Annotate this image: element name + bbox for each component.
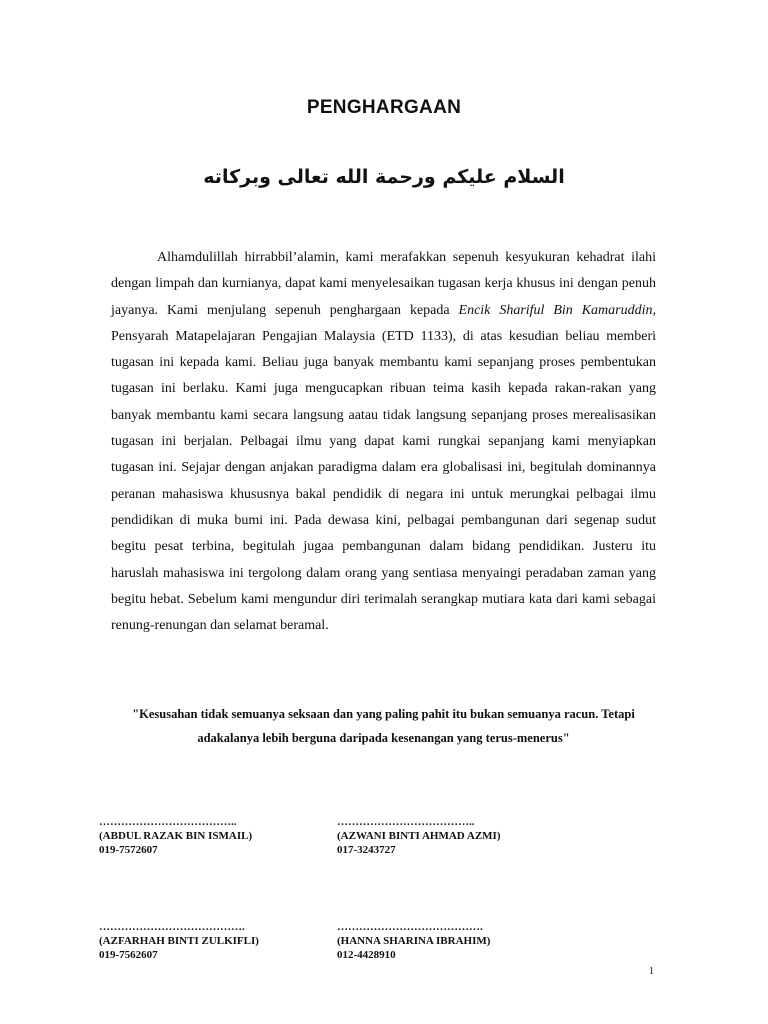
quote: "Kesusahan tidak semuanya seksaan dan yang paling pahit itu bukan semuanya racun. Tetapi adakalanya lebih berguna daripada kesenangan yang terus-menerus"	[132, 707, 635, 745]
arabic-greeting: السلام عليكم ورحمة الله تعالى وبركاته	[203, 166, 565, 188]
signature-line: ………………………………….	[99, 921, 245, 933]
signature-block	[99, 920, 259, 962]
signature-block	[337, 920, 490, 962]
signature-line: ………………………………….	[337, 921, 483, 933]
signatory-name: (ABDUL RAZAK BIN ISMAIL)	[99, 830, 253, 842]
page-title: PENGHARGAAN	[306, 97, 462, 118]
signature-line: ………………………………..	[337, 816, 475, 828]
signatory-name: (AZWANI BINTI AHMAD AZMI)	[337, 830, 501, 842]
signatory-phone: 019-7572607	[99, 844, 158, 856]
signatory-name: (AZFARHAH BINTI ZULKIFLI)	[99, 935, 259, 947]
paragraph-part1: Alhamdulillah hirrabbil’alamin, kami merafakkan sepenuh kesyukuran kehadrat ilahi dengan limpah dan kurnianya, dapat kami menyelesaikan tugasan kerja khusus ini dengan penuh jayanya. Kami menjulang sepenuh penghargaan kepada	[111, 250, 656, 318]
acknowledgement-paragraph	[111, 245, 656, 639]
signatory-name: (HANNA SHARINA IBRAHIM)	[337, 935, 491, 947]
paragraph-text	[111, 245, 656, 639]
lecturer-name: Encik Shariful Bin Kamaruddin,	[458, 302, 657, 318]
signatory-phone: 017-3243727	[337, 844, 396, 856]
signatory-phone: 012-4428910	[337, 949, 396, 961]
signature-block	[337, 815, 501, 857]
paragraph-part2: Pensyarah Matapelajaran Pengajian Malaysia (ETD 1133), di atas kesudian beliau memberi tugasan ini kepada kami. Beliau juga banyak membantu kami sepanjang proses pembentukan tugasan ini berlaku. Kami juga mengucapkan ribuan teima kasih kepada rakan-rakan yang banyak membantu kami secara langsung aatau tidak langsung sepanjang proses merealisasikan tugasan ini berjalan. Pelbagai ilmu yang dapat kami rungkai sepanjang kami menyiapkan tugasan ini. Sejajar dengan anjakan paradigma dalam era globalisasi ini, begitulah dominannya peranan mahasiswa khususnya bakal pendidik di negara ini untuk merungkai pelbagai ilmu pendidikan di muka bumi ini. Pada dewasa kini, pelbagai pembangunan dari segenap sudut begitu pesat terbina, begitulah jugaa pembangunan dalam bidang pendidikan. Justeru itu haruslah mahasiswa ini tergolong dalam orang yang sentiasa menyaingi peradaban zaman yang begitu hebat. Sebelum kami mengundur diri terimalah serangkap mutiara kata dari kami sebagai renung-renungan dan selamat beramal.	[111, 328, 656, 634]
signature-line: ………………………………..	[99, 816, 237, 828]
page-number: 1	[649, 966, 654, 977]
signature-block	[99, 815, 252, 857]
signatory-phone: 019-7562607	[99, 949, 158, 961]
